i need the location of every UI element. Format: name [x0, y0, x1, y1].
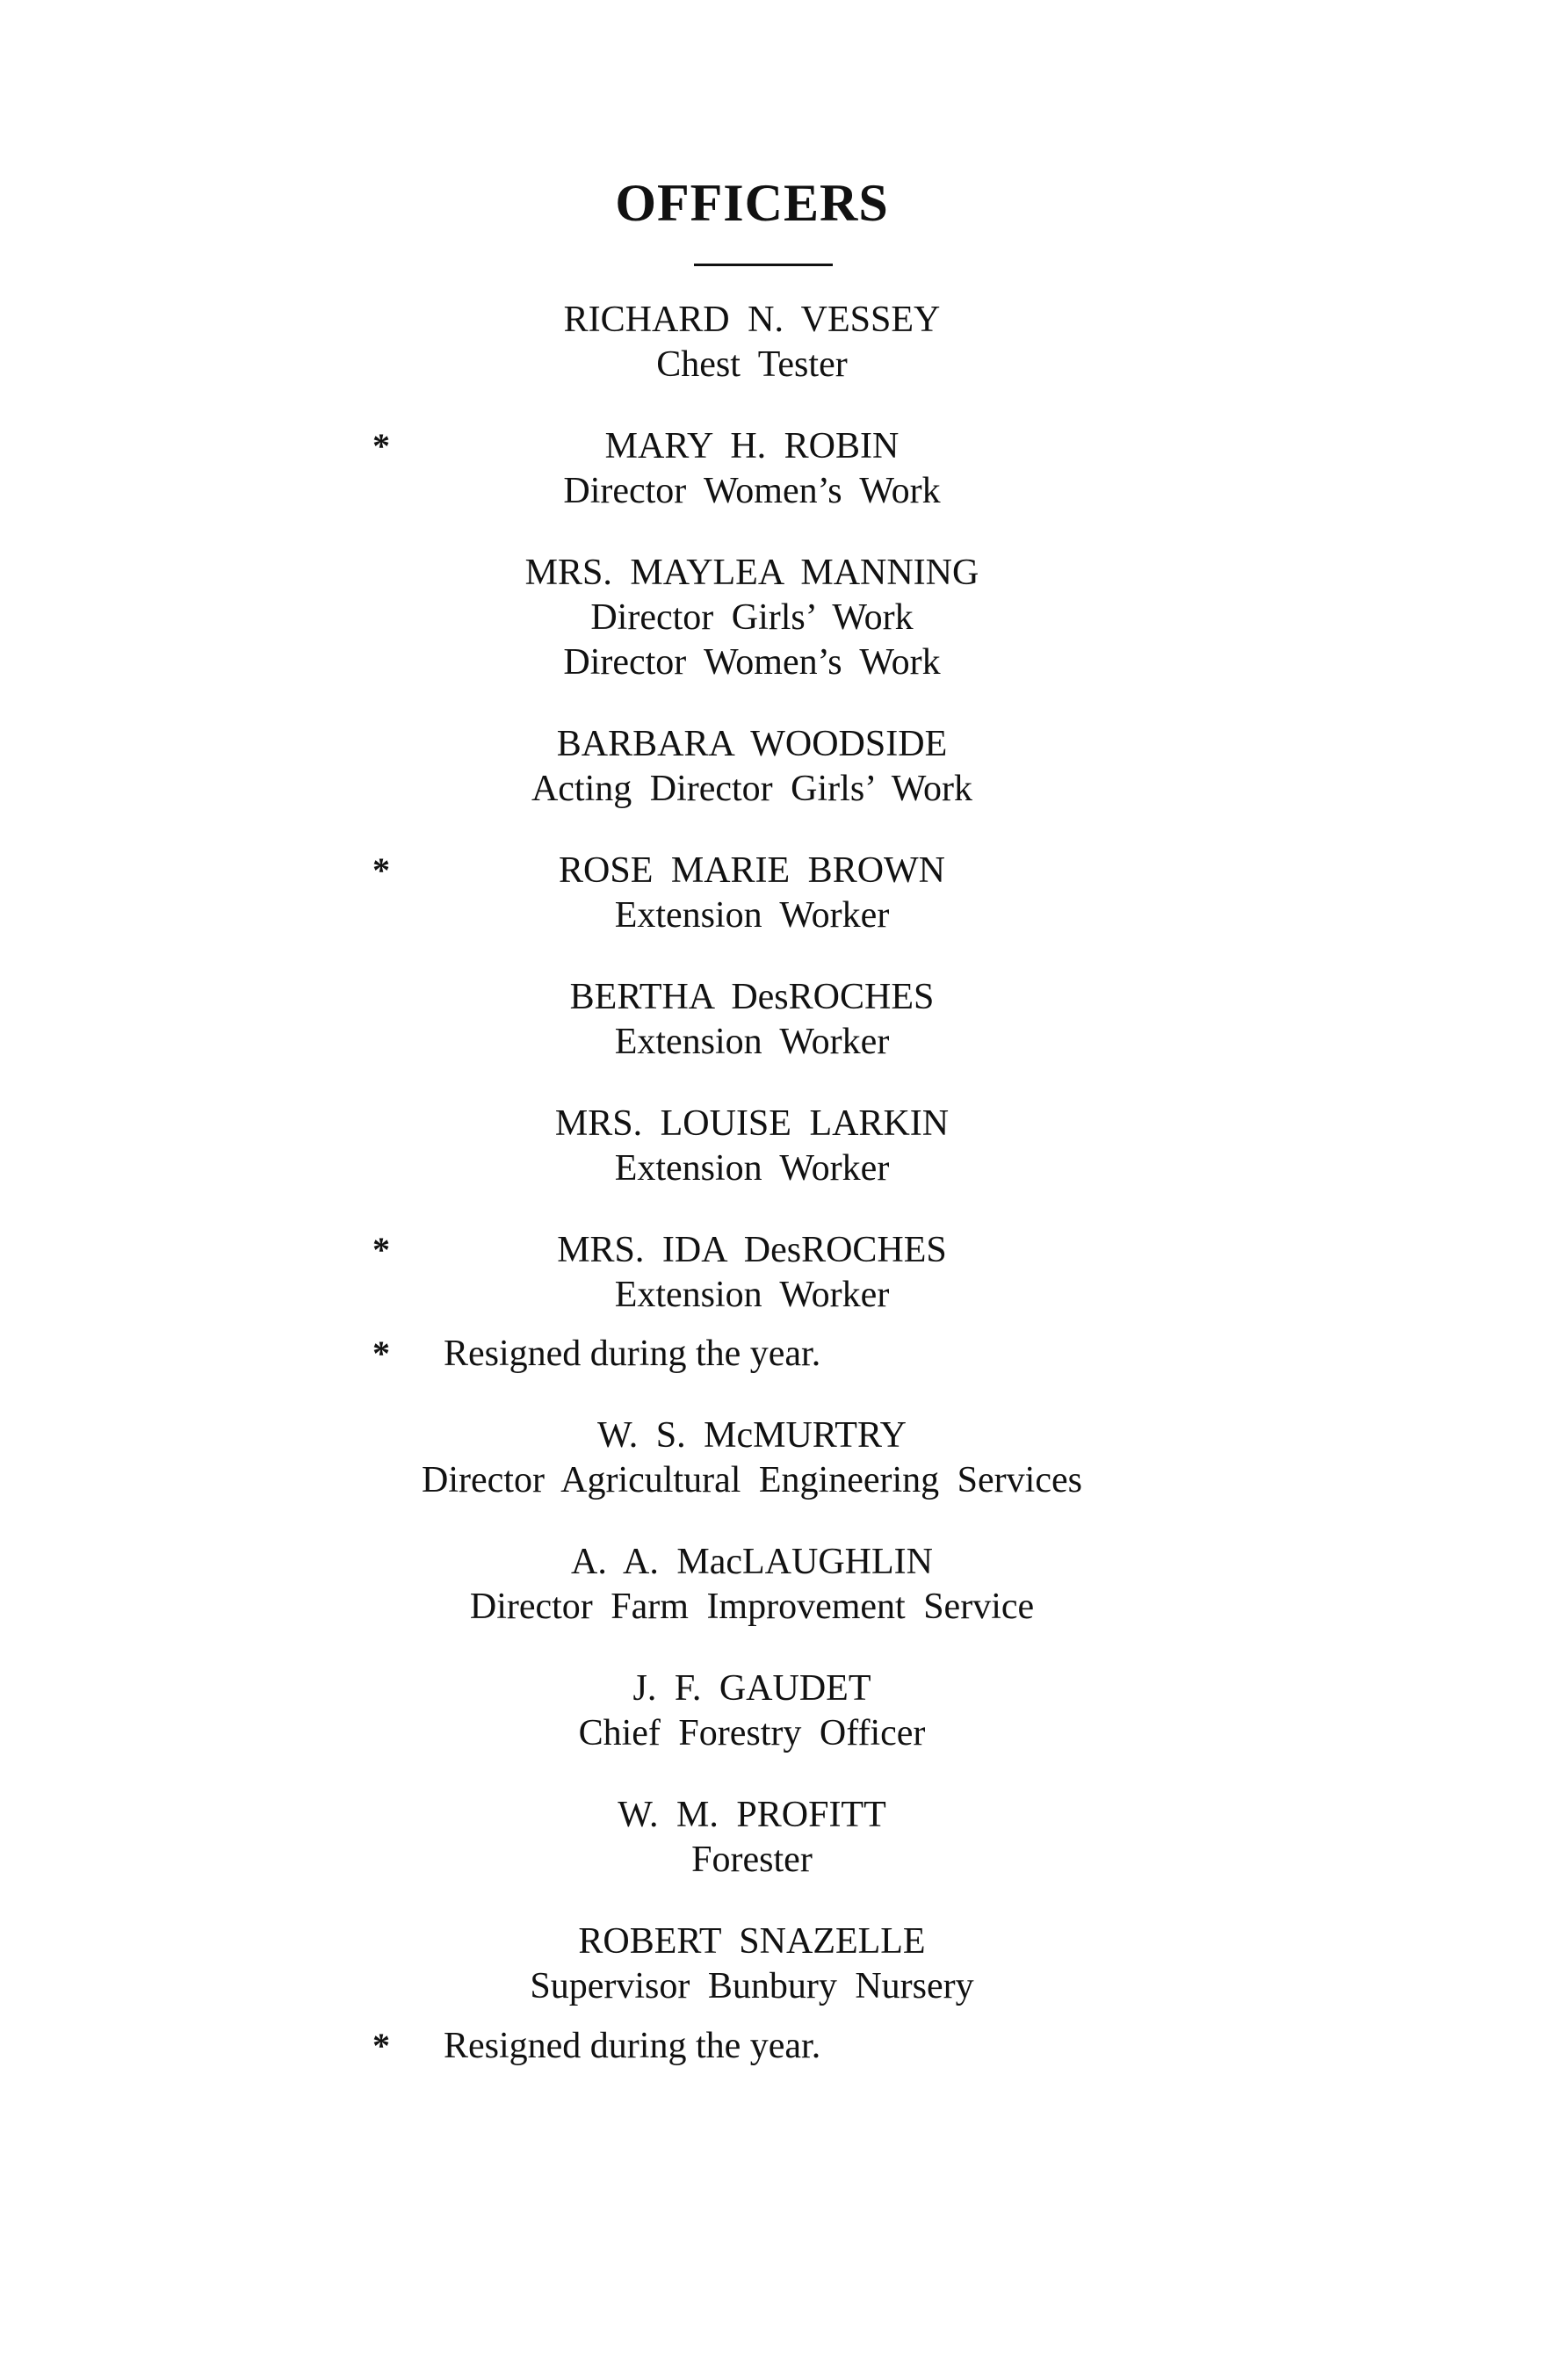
officer-name: MRS. MAYLEA MANNING	[524, 553, 979, 593]
officer-role: Director Girls’ Work	[590, 597, 914, 638]
officer-name: ROSE MARIE BROWN	[558, 850, 946, 891]
officer-role: Director Agricultural Engineering Services	[422, 1460, 1082, 1500]
officer-name: RICHARD N. VESSEY	[563, 300, 941, 340]
officer-name: A. A. MacLAUGHLIN	[571, 1542, 933, 1582]
officer-name: BERTHA DesROCHES	[569, 977, 935, 1017]
officer-name: MRS. LOUISE LARKIN	[554, 1103, 950, 1144]
title-underline	[694, 264, 833, 266]
officer-role: Extension Worker	[614, 1275, 890, 1315]
officer-name: W. S. McMURTRY	[597, 1415, 907, 1456]
footnote-marker: *	[372, 850, 390, 890]
officer-name: J. F. GAUDET	[632, 1668, 871, 1709]
footnote-text: Resigned during the year.	[444, 1334, 821, 1374]
footnote-text: Resigned during the year.	[444, 2026, 821, 2066]
officer-name: MRS. IDA DesROCHES	[557, 1230, 947, 1270]
officer-name: MARY H. ROBIN	[604, 426, 900, 466]
footnote-marker: *	[372, 2026, 390, 2065]
footnote-marker: *	[372, 1334, 390, 1373]
officer-role: Chest Tester	[656, 344, 848, 385]
officer-name: W. M. PROFITT	[618, 1795, 886, 1835]
officer-role: Director Women’s Work	[563, 471, 941, 511]
officer-role: Forester	[691, 1840, 813, 1880]
officer-name: BARBARA WOODSIDE	[556, 724, 948, 764]
footnote-marker: *	[372, 1230, 390, 1269]
officer-role: Director Women’s Work	[563, 642, 941, 683]
officer-role: Extension Worker	[614, 1148, 890, 1189]
officer-name: ROBERT SNAZELLE	[578, 1921, 926, 1962]
footnote-marker: *	[372, 426, 390, 466]
officer-role: Chief Forestry Officer	[578, 1713, 926, 1753]
officer-role: Supervisor Bunbury Nursery	[530, 1966, 974, 2006]
officer-role: Acting Director Girls’ Work	[531, 769, 973, 809]
officer-role: Extension Worker	[614, 1022, 890, 1062]
officer-role: Director Farm Improvement Service	[469, 1587, 1035, 1627]
page-title: OFFICERS	[615, 174, 889, 232]
officer-role: Extension Worker	[614, 895, 890, 936]
